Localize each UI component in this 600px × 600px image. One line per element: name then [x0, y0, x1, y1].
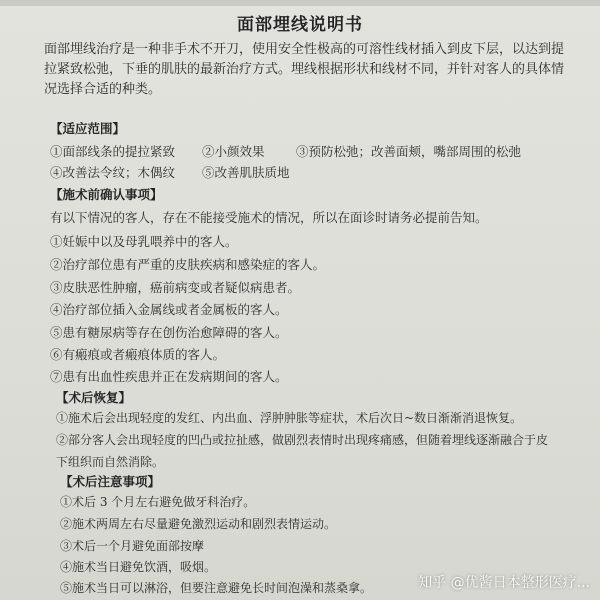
section-heading-scope: 【适应范围】: [50, 121, 126, 136]
pre-item: ③皮肤恶性肿瘤，癌前病变或者疑似病患者。: [50, 280, 301, 295]
after-item: ⑤施术当日可以淋浴，但要注意避免长时间泡澡和蒸桑拿。: [60, 581, 373, 595]
page-top-edge: [0, 0, 600, 6]
section-heading-recovery: 【术后恢复】: [56, 390, 132, 405]
after-item: ②施术两周左右尽量避免激烈运动和剧烈表情运动。: [60, 517, 337, 531]
pre-item: ②治疗部位患有严重的皮肤疾病和感染症的客人。: [50, 257, 326, 272]
recovery-item: ①施术后会出现轻度的发红、内出血、浮肿肿胀等症状，术后次日~数日渐渐消退恢复。: [56, 411, 523, 425]
pre-lead: 有以下情况的客人，存在不能接受施术的情况，所以在面诊时请务必提前告知。: [50, 210, 488, 225]
pre-item: ④治疗部位插入金属线或者金属板的客人。: [50, 302, 288, 317]
after-item: ①术后 3 个月左右避免做牙科治疗。: [60, 495, 256, 509]
scope-item: ⑤改善肌肤质地: [202, 165, 290, 180]
scope-item: ②小颜效果: [202, 144, 265, 159]
scope-item: ④改善法令纹；木偶纹: [50, 165, 176, 180]
after-item: ④施术当日避免饮酒，吸烟。: [60, 560, 217, 574]
pre-item: ⑥有瘢痕或者瘢痕体质的客人。: [50, 347, 226, 362]
watermark: 知乎 @优酱日本整形医疗...: [418, 575, 590, 591]
recovery-item: ②部分客人会出现轻度的凹凸或拉扯感，做剧烈表情时出现疼痛感，但随着埋线逐渐融合于皮下组织而自然消除。: [56, 433, 549, 469]
pre-item: ⑤患有糖尿病等存在创伤治愈障碍的客人。: [50, 325, 288, 340]
pre-item: ①妊娠中以及母乳喂养中的客人。: [50, 234, 238, 249]
section-heading-pre: 【施术前确认事项】: [50, 187, 163, 202]
scope-item: ①面部线条的提拉紧致: [50, 144, 176, 159]
scope-item: ③预防松弛；改善面颊，嘴部周围的松弛: [296, 144, 522, 159]
pre-item: ⑦患有出血性疾患并正在发病期间的客人。: [50, 369, 288, 384]
document-title: 面部埋线说明书: [237, 15, 363, 35]
after-item: ③术后一个月避免面部按摩: [60, 539, 205, 553]
section-heading-after: 【术后注意事项】: [60, 474, 161, 489]
intro-paragraph: 面部埋线治疗是一种非手术不开刀，使用安全性极高的可溶性线材插入到皮下层，以达到提拉紧致松弛，下垂的肌肤的最新治疗方式。埋线根据形状和线材不同，并针对客人的具体情况选择合适的种类。: [44, 42, 565, 97]
